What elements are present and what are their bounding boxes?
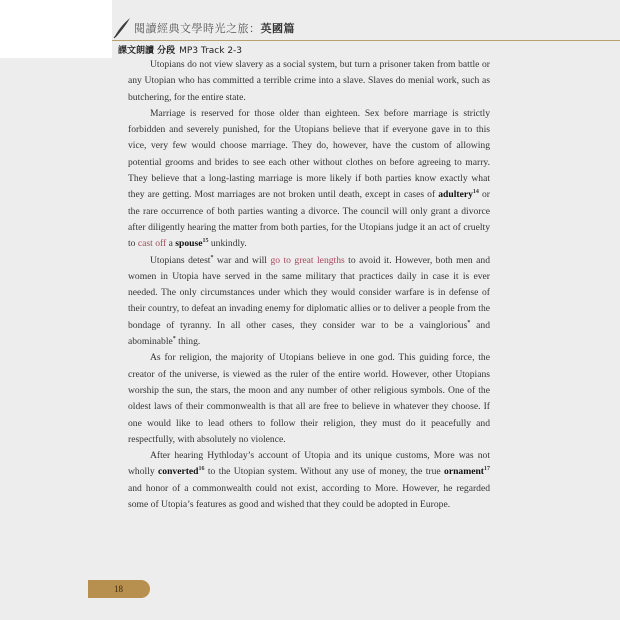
- footnote-marker: *: [210, 254, 214, 261]
- feather-icon: [112, 16, 132, 40]
- header-title-bold: 英國篇: [260, 22, 295, 35]
- track-label-cn: 課文朗讀 分段: [118, 46, 176, 56]
- text-run: Utopians do not view slavery as a social system, but turn a prisoner taken from battle or any Utopian who has committed a terrible crime into a slave. Slaves do menial work, such as butchering, for the entire state.: [128, 59, 490, 103]
- highlighted-phrase: go to great lengths: [270, 254, 345, 266]
- audio-track-label: [118, 43, 242, 56]
- footnote-marker: *: [467, 319, 471, 326]
- vocab-word: spouse: [175, 238, 203, 250]
- body-text: [128, 57, 490, 513]
- text-run: and honor of a commonwealth could not exist, according to More. However, he regarded some of Utopia’s features as good and wished that they could be adopted in Europe.: [128, 482, 490, 511]
- text-run: to the Utopian system. Without any use of money, the true: [204, 466, 445, 478]
- text-run: After hearing Hythloday’s account of Utopia and its unique customs, More was not wholly: [128, 450, 490, 478]
- header-rule: [112, 40, 620, 41]
- header-title-prefix: 閱讀經典文學時光之旅：: [134, 22, 261, 35]
- text-run: or the rare occurrence of both parties wanting a divorce. The council will only grant a divorce after diligently hearing the matter from both parties, for the Utopians judge it an act of cruelty to: [128, 189, 490, 250]
- page-number: 18: [114, 584, 123, 594]
- text-run: As for religion, the majority of Utopians believe in one god. This guiding force, the creator of the universe, is viewed as the ruler of the entire world. However, other Utopians worship the sun, the stars, the moon and any number of other religious symbols. One of the oldest laws of their commonwealth is that all are free to believe in whatever they choose. If one would like to lead others to follow their religion, they must do it peacefully and respectfully, with absolutely no violence.: [128, 352, 490, 445]
- text-run: Utopians detest: [150, 254, 211, 266]
- footnote-marker: 16: [198, 466, 205, 473]
- footnote-marker: *: [172, 336, 176, 343]
- text-run: war and will: [213, 254, 271, 266]
- text-run: unkindly.: [208, 238, 247, 250]
- vocab-word: ornament: [444, 466, 484, 478]
- paragraph: [128, 350, 490, 448]
- highlighted-phrase: cast off: [137, 238, 167, 250]
- header-title: [134, 20, 295, 36]
- vocab-word: adultery: [438, 189, 473, 201]
- paragraph: [128, 448, 490, 513]
- text-run: to avoid it. However, both men and women in Utopia have served in the same military that practices daily in case it is ever needed. The only circumstances under which they would consider warfare is in defense of their country, to defeat an invading enemy for diplomatic allies or to deliver a people from the bondage of tyranny. In all other cases, they consider war to be a vainglorious: [128, 254, 490, 331]
- header-margin: [0, 0, 112, 58]
- footnote-marker: 14: [472, 189, 479, 196]
- text-run: and abominable: [128, 319, 490, 348]
- text-run: a: [166, 238, 176, 250]
- footnote-marker: 15: [202, 238, 209, 245]
- paragraph: [128, 106, 490, 253]
- track-label-en: MP3 Track 2-3: [179, 46, 243, 56]
- text-run: thing.: [175, 336, 201, 348]
- vocab-word: converted: [158, 466, 199, 478]
- text-run: Marriage is reserved for those older than eighteen. Sex before marriage is strictly forbidden and severely punished, for the Utopians believe that if everyone gave in to this vice, very few would choose marriage. They do, however, have the custom of allowing potential grooms and brides to see each other without clothes on before agreeing to marry. They believe that a long-lasting marriage is more likely if both parties know exactly what they are getting. Most marriages are not broken until death, except in cases of: [128, 107, 490, 201]
- paragraph: [128, 253, 490, 351]
- paragraph: [128, 57, 490, 106]
- footnote-marker: 17: [483, 466, 490, 473]
